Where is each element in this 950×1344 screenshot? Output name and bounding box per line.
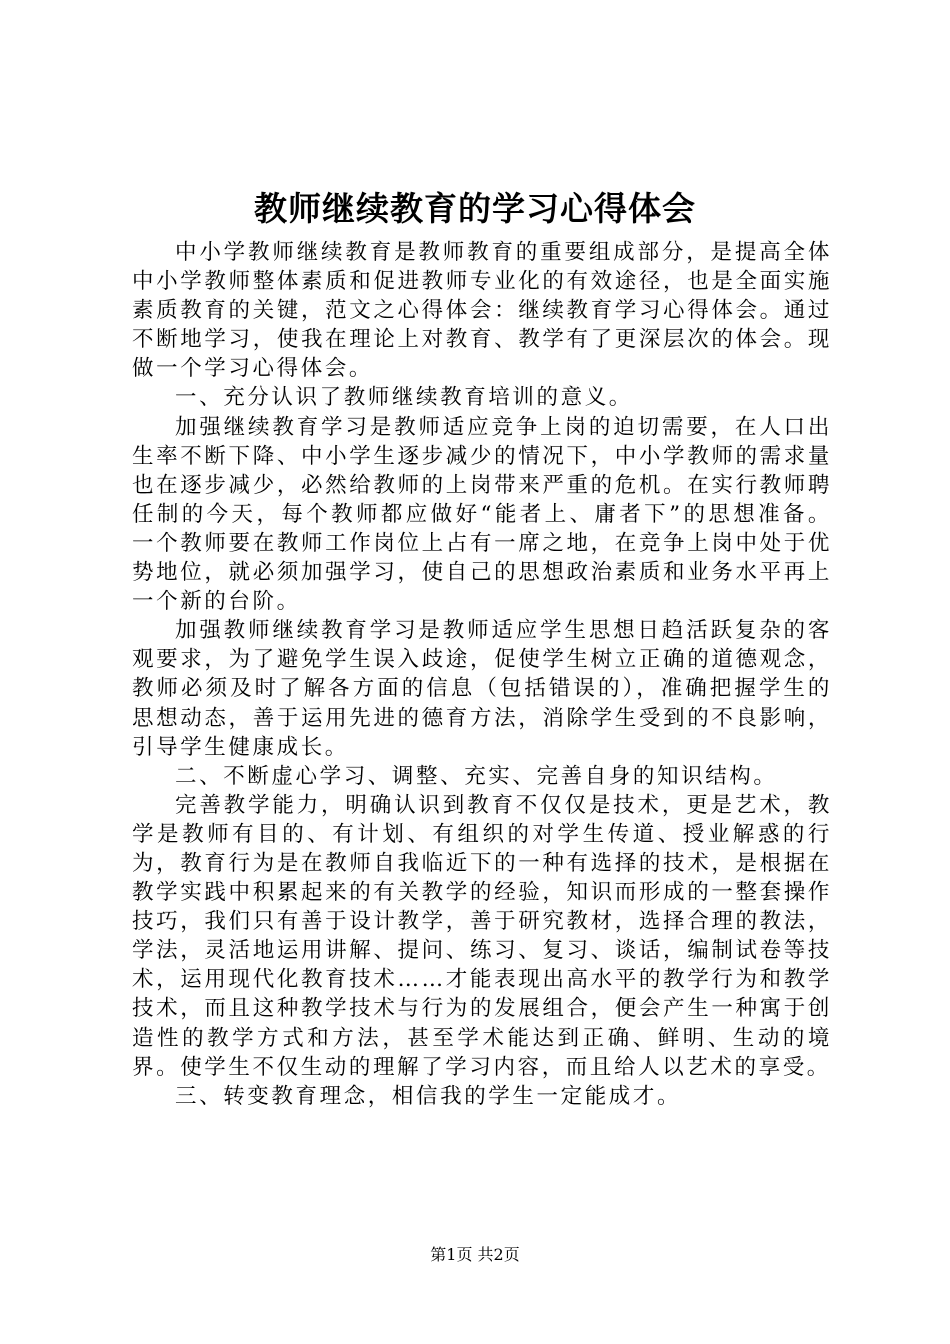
paragraph-intro: 中小学教师继续教育是教师教育的重要组成部分，是提高全体中小学教师整体素质和促进教师专业化的有效途径，也是全面实施素质教育的关键，范文之心得体会：继续教育学习心得体会。通过不断地学习，使我在理论上对教育、教学有了更深层次的体会。现做一个学习心得体会。 — [132, 240, 832, 382]
section-heading-3: 三、转变教育理念，相信我的学生一定能成才。 — [175, 1083, 682, 1109]
paragraph-student-thinking: 加强教师继续教育学习是教师适应学生思想日趋活跃复杂的客观要求，为了避免学生误入歧途，促使学生树立正确的道德观念，教师必须及时了解各方面的信息（包括错误的），准确把握学生的思想动态，善于运用先进的德育方法，消除学生受到的不良影响，引导学生健康成长。 — [132, 618, 832, 760]
document-title: 教师继续教育的学习心得体会 — [254, 189, 696, 228]
page-footer: 第1页 共2页 — [430, 1245, 520, 1264]
paragraph-competition: 加强继续教育学习是教师适应竞争上岗的迫切需要，在人口出生率不断下降、中小学生逐步减少的情况下，中小学教师的需求量也在逐步减少，必然给教师的上岗带来严重的危机。在实行教师聘任制的今天，每个教师都应做好“能者上、庸者下”的思想准备。一个教师要在教师工作岗位上占有一席之地，在竞争上岗中处于优势地位，就必须加强学习，使自己的思想政治素质和业务水平再上一个新的台阶。 — [132, 414, 832, 615]
section-heading-2: 二、不断虚心学习、调整、充实、完善自身的知识结构。 — [175, 763, 778, 789]
paragraph-teaching-ability: 完善教学能力，明确认识到教育不仅仅是技术，更是艺术，教学是教师有目的、有计划、有组织的对学生传道、授业解惑的行为，教育行为是在教师自我临近下的一种有选择的技术，是根据在教学实践中积累起来的有关教学的经验，知识而形成的一整套操作技巧，我们只有善于设计教学，善于研究教材，选择合理的教法，学法，灵活地运用讲解、提问、练习、复习、谈话，编制试卷等技术，运用现代化教育技术……才能表现出高水平的教学行为和教学技术，而且这种教学技术与行为的发展组合，便会产生一种寓于创造性的教学方式和方法，甚至学术能达到正确、鲜明、生动的境界。使学生不仅生动的理解了学习内容，而且给人以艺术的享受。 — [132, 792, 832, 1080]
section-heading-1: 一、充分认识了教师继续教育培训的意义。 — [175, 385, 633, 411]
document-body — [132, 238, 832, 1111]
